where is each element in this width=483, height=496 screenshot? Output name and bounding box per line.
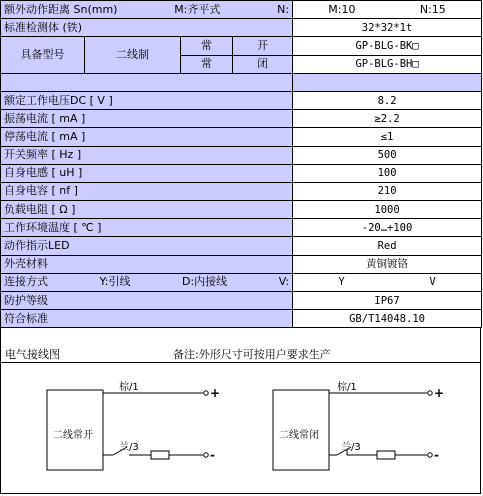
terminal-minus-no bbox=[204, 453, 208, 457]
wiring-header bbox=[0, 345, 481, 363]
spec-label: 额定工作电压DC [ V ] bbox=[1, 91, 293, 109]
plus-sign-nc: + bbox=[434, 386, 445, 400]
spec-value: 100 bbox=[293, 164, 482, 182]
n-label: N: bbox=[277, 2, 290, 16]
wire-type: 二线制 bbox=[85, 37, 181, 73]
connection-row bbox=[1, 273, 482, 291]
sensing-distance-label: 额外动作距离 Sn(mm) bbox=[4, 2, 118, 16]
m10-value: M:10 bbox=[328, 2, 356, 16]
spec-row bbox=[1, 219, 482, 237]
wiring-diagram bbox=[1, 363, 480, 493]
spec-value: -20…+100 bbox=[293, 219, 482, 237]
diagram-normally-closed bbox=[273, 380, 444, 470]
spec-row bbox=[1, 237, 482, 255]
spec-value: 1000 bbox=[293, 201, 482, 219]
spec-row bbox=[1, 146, 482, 164]
connection-y-value: Y bbox=[338, 276, 345, 289]
wire3-label-no: 兰/3 bbox=[119, 442, 139, 453]
terminal-plus-nc bbox=[428, 391, 432, 395]
connection-v-value: V bbox=[429, 276, 436, 289]
terminal-plus-no bbox=[204, 391, 208, 395]
spec-label: 自身电感 [ uH ] bbox=[1, 164, 293, 182]
protection-value: IP67 bbox=[293, 292, 482, 310]
spec-rows bbox=[1, 91, 482, 273]
load-resistor-no bbox=[151, 451, 169, 459]
standard-row bbox=[1, 310, 482, 328]
nc-model-value: GP-BLG-BH□ bbox=[293, 55, 482, 73]
nc-char-b: 闭 bbox=[233, 55, 293, 73]
wiring-title: 电气接线图 bbox=[5, 347, 60, 361]
spec-row bbox=[1, 182, 482, 200]
spec-label: 负载电阻 [ Ω ] bbox=[1, 201, 293, 219]
box-label-nc: 二线常闭 bbox=[279, 430, 319, 441]
protection-row bbox=[1, 292, 482, 310]
standard-value: GB/T14048.10 bbox=[293, 310, 482, 328]
minus-sign-nc: - bbox=[434, 448, 439, 462]
spec-label: 开关频率 [ Hz ] bbox=[1, 146, 293, 164]
spec-label: 工作环境温度 [ ℃ ] bbox=[1, 219, 293, 237]
spec-row bbox=[1, 128, 482, 146]
spec-value: 210 bbox=[293, 182, 482, 200]
protection-label: 防护等级 bbox=[1, 292, 293, 310]
model-row-no bbox=[1, 37, 482, 55]
spec-row bbox=[1, 201, 482, 219]
connection-v-label: V: bbox=[278, 275, 290, 289]
standard-label: 符合标准 bbox=[1, 310, 293, 328]
spec-label: 振荡电流 [ mA ] bbox=[1, 110, 293, 128]
spec-value: 黄铜镀铬 bbox=[293, 255, 482, 273]
blank-row bbox=[1, 73, 482, 91]
target-label: 标准检测体 (铁) bbox=[1, 19, 293, 37]
spec-value: ≤1 bbox=[293, 128, 482, 146]
plus-sign-no: + bbox=[210, 386, 221, 400]
target-row bbox=[1, 19, 482, 37]
connection-d-option: D:内接线 bbox=[182, 275, 228, 289]
spec-row bbox=[1, 255, 482, 273]
spec-row bbox=[1, 164, 482, 182]
target-value: 32*32*1t bbox=[293, 19, 482, 37]
spec-row bbox=[1, 91, 482, 109]
mount-type: M:齐平式 bbox=[174, 2, 221, 16]
spec-label: 动作指示LED bbox=[1, 237, 293, 255]
spec-label: 自身电容 [ nf ] bbox=[1, 182, 293, 200]
wire3-label-nc: 兰/3 bbox=[341, 442, 361, 453]
spec-row bbox=[1, 110, 482, 128]
load-resistor-nc bbox=[377, 451, 395, 459]
no-char-b: 开 bbox=[233, 37, 293, 55]
connection-label: 连接方式 bbox=[4, 275, 48, 289]
n15-value: N:15 bbox=[419, 2, 446, 16]
spec-value: 8.2 bbox=[293, 91, 482, 109]
minus-sign-no: - bbox=[210, 448, 215, 462]
spec-label: 外壳材料 bbox=[1, 255, 293, 273]
no-model-value: GP-BLG-BK□ bbox=[293, 37, 482, 55]
spec-label: 停荡电流 [ mA ] bbox=[1, 128, 293, 146]
box-label-no: 二线常开 bbox=[53, 430, 93, 441]
sensing-distance-row bbox=[1, 1, 482, 19]
diagram-normally-open bbox=[47, 380, 220, 470]
spec-value: 500 bbox=[293, 146, 482, 164]
spec-value: Red bbox=[293, 237, 482, 255]
wire1-label-nc: 棕/1 bbox=[337, 382, 357, 393]
spec-value: ≥2.2 bbox=[293, 110, 482, 128]
terminal-minus-nc bbox=[428, 453, 432, 457]
connection-y-option: Y:引线 bbox=[99, 275, 131, 289]
wiring-note: 备注:外形尺寸可按用户要求生产 bbox=[173, 347, 331, 361]
models-label: 具备型号 bbox=[1, 37, 85, 73]
wire1-label-no: 棕/1 bbox=[119, 382, 139, 393]
no-char-a: 常 bbox=[181, 37, 233, 55]
nc-char-a: 常 bbox=[181, 55, 233, 73]
